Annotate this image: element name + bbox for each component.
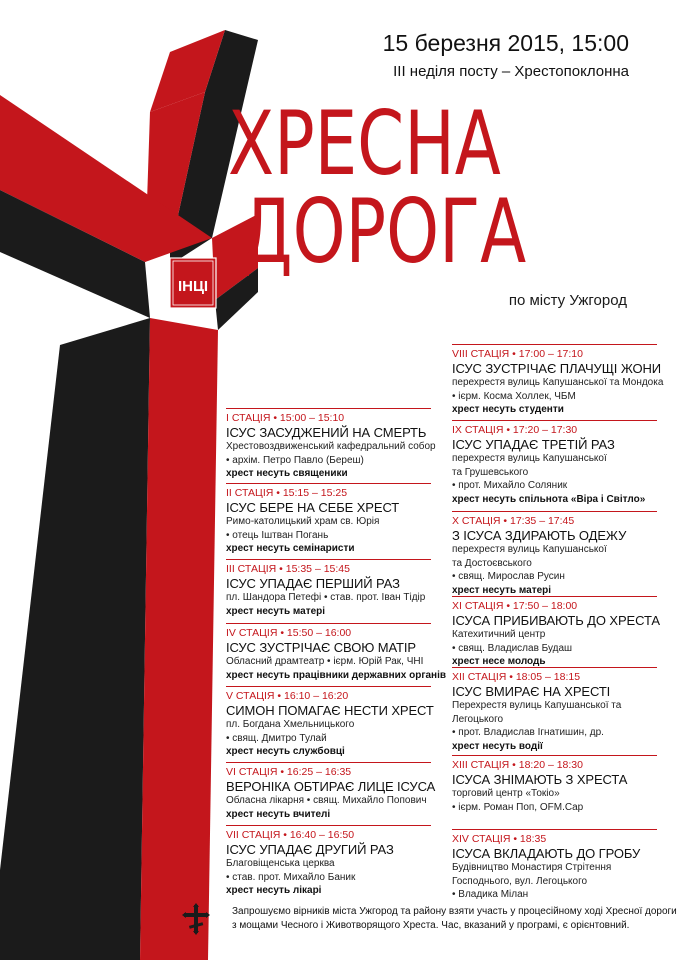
station-place: торговий центр «Токіо» <box>452 788 560 799</box>
station-separator <box>226 762 431 763</box>
station-place: Перехрестя вулиць Капушанської та <box>452 700 622 711</box>
station-name: ІСУС УПАДАЄ ПЕРШИЙ РАЗ <box>226 576 400 591</box>
station-name: ІСУС ВМИРАЄ НА ХРЕСТІ <box>452 684 611 699</box>
station-place: Благовіщенська церква <box>226 858 335 869</box>
station-header: VII СТАЦІЯ • 16:40 – 16:50 <box>226 829 355 841</box>
inscription-text: ІНЦІ <box>177 278 209 295</box>
station-place: • ієрм. Роман Поп, OFM.Cap <box>452 801 584 813</box>
station-header: IV СТАЦІЯ • 15:50 – 16:00 <box>226 627 352 639</box>
station-name: ІСУС ЗАСУДЖЕНИЙ НА СМЕРТЬ <box>226 425 427 440</box>
station-place: • архім. Петро Павло (Береш) <box>226 454 364 466</box>
station-place: перехрестя вулиць Капушанської <box>452 544 607 555</box>
station-separator <box>226 483 431 484</box>
station-header: II СТАЦІЯ • 15:15 – 15:25 <box>226 487 348 499</box>
station-carriers: хрест несе молодь <box>452 656 546 667</box>
station-place: • прот. Владислав Ігнатишин, др. <box>452 727 604 738</box>
station-block <box>452 671 672 753</box>
station-separator <box>452 596 657 597</box>
station-header: VI СТАЦІЯ • 16:25 – 16:35 <box>226 766 352 778</box>
station-separator <box>226 408 431 409</box>
station-block <box>226 563 446 618</box>
station-block <box>226 412 446 481</box>
station-name: З ІСУСА ЗДИРАЮТЬ ОДЕЖУ <box>452 528 627 543</box>
station-header: XIII СТАЦІЯ • 18:20 – 18:30 <box>452 759 583 771</box>
station-name: ІСУС БЕРЕ НА СЕБЕ ХРЕСТ <box>226 500 400 515</box>
station-place: пл. Богдана Хмельницького <box>226 719 355 730</box>
station-place: Обласна лікарня • свящ. Михайло Попович <box>226 795 427 806</box>
station-place: Катехитичний центр <box>452 629 546 640</box>
station-block <box>452 515 672 597</box>
station-place: • ієрм. Косма Холлек, ЧБМ <box>452 390 576 402</box>
station-block <box>226 487 446 556</box>
station-place: • свящ. Дмитро Тулай <box>226 732 327 744</box>
station-place: • Владика Мілан <box>452 889 529 900</box>
station-name: ІСУС УПАДАЄ ТРЕТІЙ РАЗ <box>452 437 615 452</box>
station-place: • прот. Михайло Соляник <box>452 480 568 491</box>
title-line-2: ДОРОГА <box>240 180 527 283</box>
station-separator <box>452 420 657 421</box>
station-carriers: хрест несуть студенти <box>452 404 564 415</box>
station-carriers: хрест несуть службовці <box>226 746 345 757</box>
station-block <box>226 690 446 759</box>
station-place: та Достоєвського <box>452 557 532 569</box>
station-place: • отець Іштван Погань <box>226 529 329 541</box>
station-place: перехрестя вулиць Капушанської та Мондока <box>452 377 664 388</box>
station-carriers: хрест несуть водії <box>452 740 543 752</box>
station-header: XII СТАЦІЯ • 18:05 – 18:15 <box>452 671 581 683</box>
station-separator <box>452 344 657 345</box>
station-carriers: хрест несуть працівники державних органів <box>226 669 447 681</box>
title-line-1: ХРЕСНА <box>228 92 501 195</box>
station-carriers: хрест несуть вчителі <box>226 808 331 820</box>
station-carriers: хрест несуть священики <box>226 468 348 479</box>
station-block <box>226 627 446 682</box>
station-place: Римо-католицький храм св. Юрія <box>226 516 380 527</box>
station-name: ІСУСА ВКЛАДАЮТЬ ДО ГРОБУ <box>452 846 641 861</box>
station-separator <box>452 755 657 756</box>
orthodox-cross-icon <box>180 903 212 935</box>
station-name: СИМОН ПОМАГАЄ НЕСТИ ХРЕСТ <box>226 703 434 718</box>
station-carriers: хрест несуть семінаристи <box>226 543 355 554</box>
station-separator <box>452 511 657 512</box>
station-carriers: хрест несуть лікарі <box>226 885 322 896</box>
station-separator <box>226 623 431 624</box>
station-block <box>452 424 672 506</box>
cross-lower-red <box>140 318 218 960</box>
event-subtitle: III неділя посту – Хрестопоклонна <box>393 63 629 80</box>
station-header: X СТАЦІЯ • 17:35 – 17:45 <box>452 515 575 527</box>
station-header: V СТАЦІЯ • 16:10 – 16:20 <box>226 690 349 702</box>
station-place: Обласний драмтеатр • ієрм. Юрій Рак, ЧНІ <box>226 656 424 667</box>
station-block <box>452 833 672 902</box>
station-header: XI СТАЦІЯ • 17:50 – 18:00 <box>452 600 578 612</box>
station-place: Господнього, вул. Легоцького <box>452 875 588 887</box>
station-separator <box>452 667 657 668</box>
station-header: III СТАЦІЯ • 15:35 – 15:45 <box>226 563 350 575</box>
station-place: перехрестя вулиць Капушанської <box>452 453 607 464</box>
station-name: ІСУС ЗУСТРІЧАЄ СВОЮ МАТІР <box>226 640 416 655</box>
station-name: ІСУС ЗУСТРІЧАЄ ПЛАЧУЩІ ЖОНИ <box>452 361 661 376</box>
station-header: I СТАЦІЯ • 15:00 – 15:10 <box>226 412 345 424</box>
station-place: • став. прот. Михайло Баник <box>226 871 356 883</box>
cross-lower-dark <box>0 318 150 960</box>
station-name: ІСУСА ЗНІМАЮТЬ З ХРЕСТА <box>452 772 628 787</box>
station-separator <box>226 559 431 560</box>
station-carriers: хрест несуть матері <box>226 605 326 617</box>
station-header: VIII СТАЦІЯ • 17:00 – 17:10 <box>452 348 583 360</box>
station-place: Хрестовоздвиженський кафедральний собор <box>226 441 436 452</box>
station-place: Легоцького <box>452 713 504 725</box>
station-carriers: хрест несуть матері <box>452 584 552 596</box>
station-place: та Грушевського <box>452 466 529 478</box>
station-place: • свящ. Владислав Будаш <box>452 642 573 654</box>
station-separator <box>226 686 431 687</box>
station-place: Будівництво Монастиря Стрітення <box>452 862 612 873</box>
station-separator <box>226 825 431 826</box>
event-date: 15 березня 2015, 15:00 <box>382 30 629 56</box>
city-subtitle: по місту Ужгород <box>508 292 627 309</box>
station-carriers: хрест несуть спільнота «Віра і Світло» <box>452 493 646 505</box>
footer-note <box>232 905 677 933</box>
station-header: XIV СТАЦІЯ • 18:35 <box>452 833 547 845</box>
station-place: пл. Шандора Петефі • став. прот. Іван Тідір <box>226 592 426 603</box>
station-header: IX СТАЦІЯ • 17:20 – 17:30 <box>452 424 578 436</box>
footer-line-1: Запрошуємо вірників міста Ужгород та району взяти участь у процесійному ході Хресної дороги <box>232 906 677 917</box>
footer-line-2: з мощами Чесного і Животворящого Хреста. Час, вказаний у програмі, є орієнтовний. <box>232 920 630 931</box>
station-block <box>226 766 446 821</box>
station-name: ВЕРОНІКА ОБТИРАЄ ЛИЦЕ ІСУСА <box>226 779 436 794</box>
station-place: • свящ. Мирослав Русин <box>452 571 565 582</box>
station-block <box>226 829 446 898</box>
station-separator <box>452 829 657 830</box>
station-block <box>452 600 672 669</box>
station-block <box>452 348 672 417</box>
station-name: ІСУСА ПРИБИВАЮТЬ ДО ХРЕСТА <box>452 613 660 628</box>
station-block <box>452 759 672 814</box>
station-name: ІСУС УПАДАЄ ДРУГИЙ РАЗ <box>226 842 394 857</box>
